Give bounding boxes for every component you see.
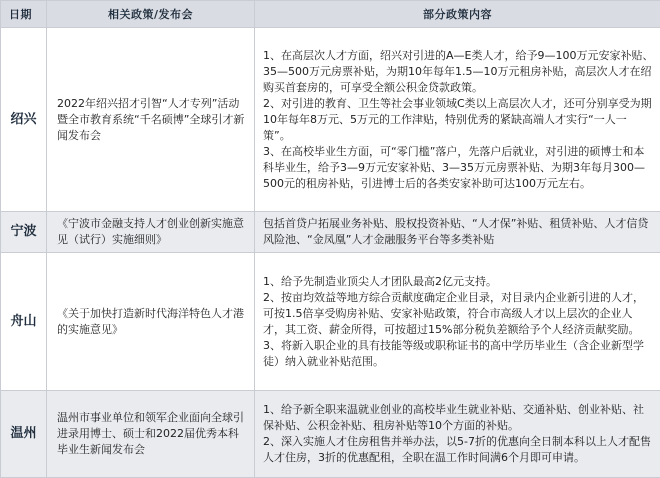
- content-paragraph: 2、按亩均效益等地方综合贡献度确定企业目录，对目录内企业新引进的人才，可按1.5倍享受购房补贴、安家补贴政策，符合市高级人才以上层次的企业人才，其工资、薪金所得，可按超过15%部分税负差额给予个人经济贡献奖励。: [263, 290, 654, 338]
- content-paragraph: 3、在高校毕业生方面，可“零门槛”落户，先落户后就业，对引进的硕博士和本科毕业生，给予3—9万元安家补贴、3—35万元房票补贴、为期3年每月300—500元的租房补贴，引进博士后的各类安家补助可达100万元左右。: [263, 144, 654, 192]
- city-cell: 温州: [1, 391, 47, 478]
- content-cell: [255, 391, 660, 478]
- content-paragraph: 1、给予先制造业顶尖人才团队最高2亿元支持。: [263, 274, 654, 290]
- content-paragraph: 2、对引进的教育、卫生等社会事业领域C类以上高层次人才，还可分别享受为期10年每年8万元、5万元的工作津贴，特别优秀的紧缺高端人才实行“一人一策”。: [263, 96, 654, 144]
- table-row-wenzhou: [1, 391, 660, 478]
- header-date: 日期: [1, 1, 47, 28]
- content-paragraph: 1、给予新全职来温就业创业的高校毕业生就业补贴、交通补贴、创业补贴、社保补贴、公积金补贴、租房补贴等10个方面的补贴。: [263, 402, 654, 434]
- policy-cell: 2022年绍兴招才引智“人才专列”活动暨全市教育系统“千名硕博”全球引才新闻发布会: [47, 28, 255, 212]
- policy-cell: 温州市事业单位和领军企业面向全球引进录用博士、硕士和2022届优秀本科毕业生新闻发布会: [47, 391, 255, 478]
- content-paragraph: 包括首贷户拓展业务补贴、股权投资补贴、“人才保”补贴、租赁补贴、人才信贷风险池、“金凤凰”人才金融服务平台等多类补贴: [263, 216, 654, 248]
- city-cell: 绍兴: [1, 28, 47, 212]
- table-row-zhoushan: [1, 253, 660, 391]
- content-paragraph: 1、在高层次人才方面，绍兴对引进的A—E类人才，给予9—100万元安家补贴、35—500万元房票补贴，为期10年每年1.5—10万元租房补贴，高层次人才在绍购买首套房的，可享受全额公积金贷款政策。: [263, 48, 654, 96]
- table-row-ningbo: [1, 212, 660, 253]
- content-cell: [255, 212, 660, 253]
- content-cell: [255, 253, 660, 391]
- table-row-shaoxing: [1, 28, 660, 212]
- content-cell: [255, 28, 660, 212]
- header-content: 部分政策内容: [255, 1, 660, 28]
- content-paragraph: 3、将新入职企业的具有技能等级或职称证书的高中学历毕业生（含企业新型学徒）纳入就业补贴范围。: [263, 338, 654, 370]
- city-cell: 宁波: [1, 212, 47, 253]
- policy-cell: 《关于加快打造新时代海洋特色人才港的实施意见》: [47, 253, 255, 391]
- city-cell: 舟山: [1, 253, 47, 391]
- table-header-row: [1, 1, 660, 28]
- header-policy: 相关政策/发布会: [47, 1, 255, 28]
- policy-cell: 《宁波市金融支持人才创业创新实施意见（试行）实施细则》: [47, 212, 255, 253]
- content-paragraph: 2、深入实施人才住房租售并举办法，以5-7折的优惠向全日制本科以上人才配售人才住房，3折的优惠配租，全职在温工作时间满6个月即可申请。: [263, 434, 654, 466]
